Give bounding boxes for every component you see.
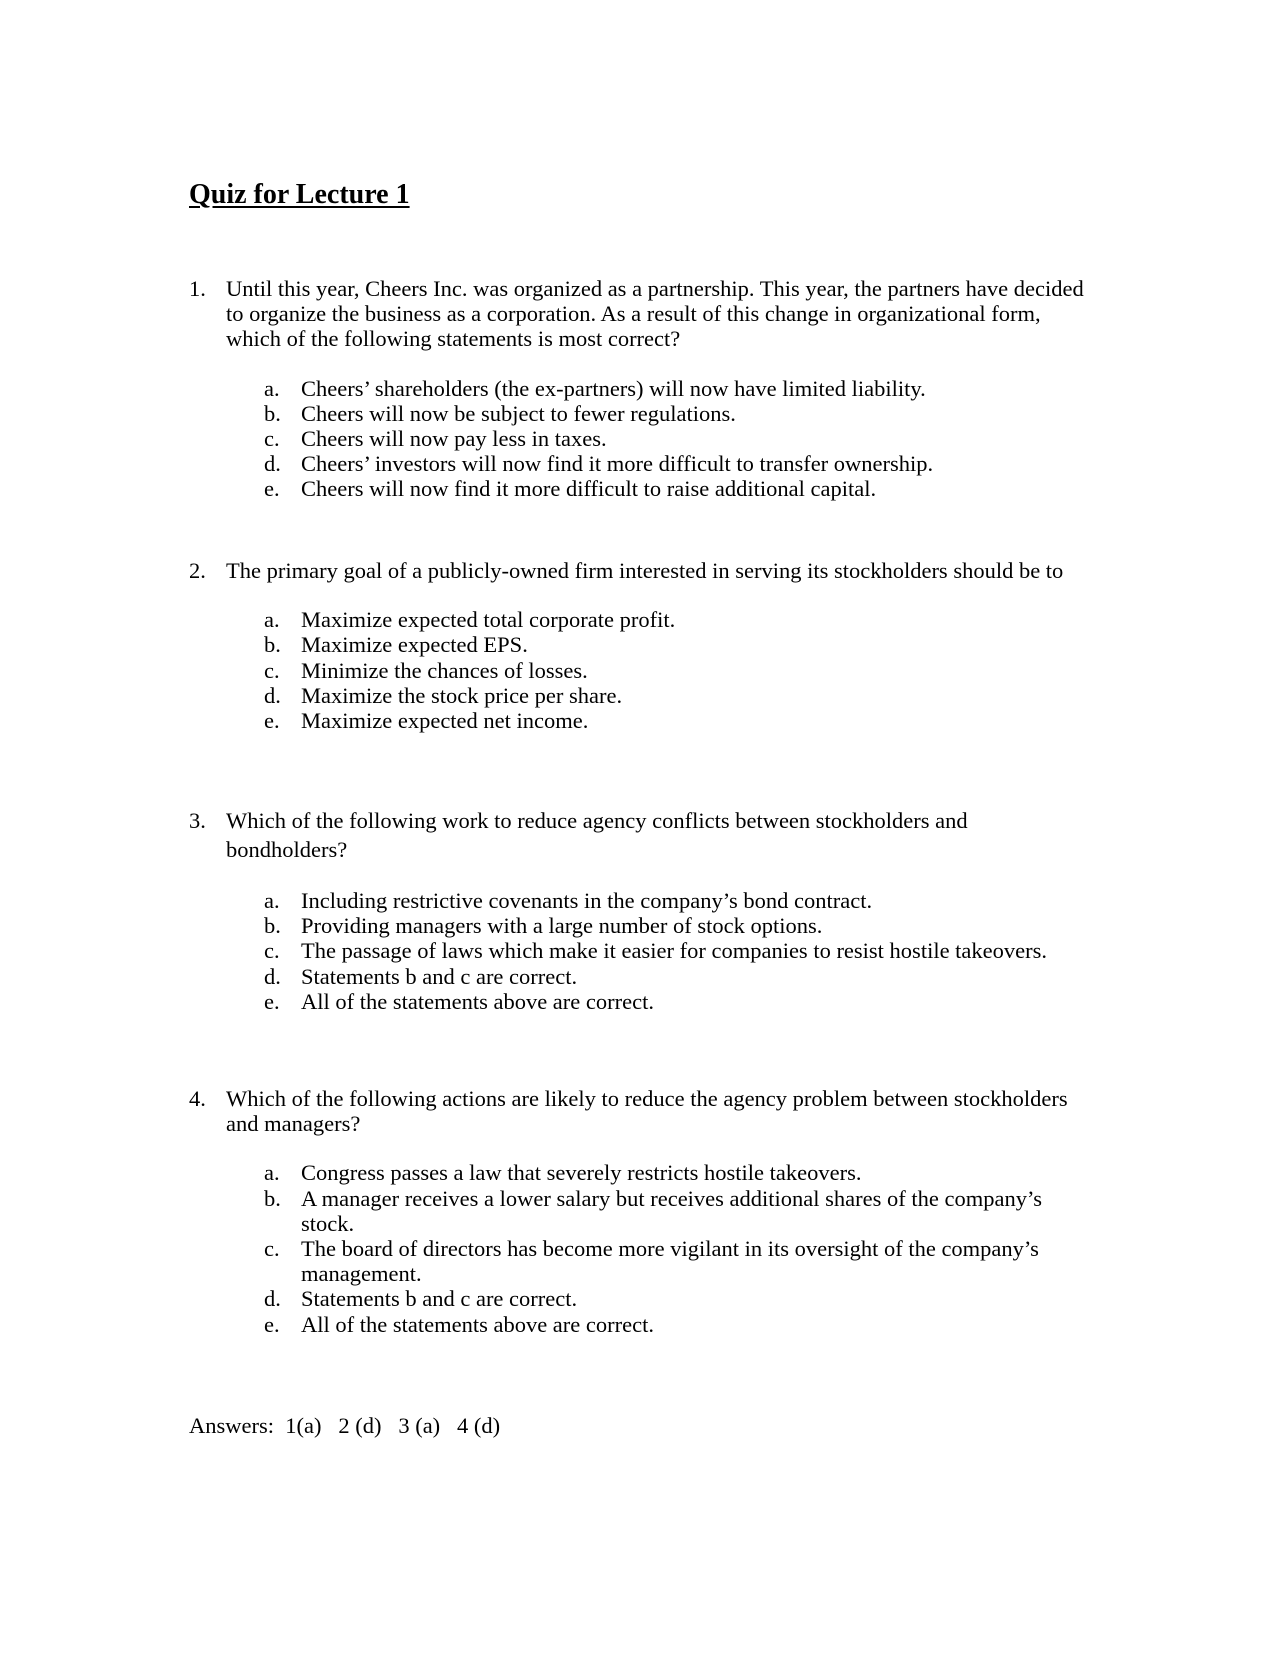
option-e [189, 708, 1089, 733]
option-b [189, 401, 1089, 426]
answer-options [189, 888, 1089, 1014]
question-text: Until this year, Cheers Inc. was organized as a partnership. This year, the partners have decided to organize the business as a corporation. As a result of this change in organizational form, which of the following statements is most correct? [226, 276, 1084, 352]
answer-options [189, 1160, 1089, 1336]
option-a [189, 1160, 1089, 1185]
option-letter: a. [264, 1160, 280, 1186]
question-4 [189, 1086, 1089, 1337]
option-e [189, 989, 1089, 1014]
option-letter: e. [264, 988, 280, 1014]
question-number: 4. [189, 1086, 206, 1111]
option-text: Cheers’ investors will now find it more difficult to transfer ownership. [301, 451, 934, 477]
option-text: All of the statements above are correct. [301, 1311, 654, 1337]
option-letter: d. [264, 682, 281, 708]
option-text: The board of directors has become more vigilant in its oversight of the company’s management. [301, 1236, 1039, 1287]
option-letter: d. [264, 451, 281, 477]
option-a [189, 888, 1089, 913]
option-text: Including restrictive covenants in the company’s bond contract. [301, 888, 873, 913]
option-text: Maximize expected EPS. [301, 632, 528, 658]
option-letter: d. [264, 963, 281, 989]
option-text: Congress passes a law that severely restricts hostile takeovers. [301, 1160, 862, 1186]
option-letter: a. [264, 375, 280, 401]
answer-options [189, 607, 1089, 733]
option-d [189, 964, 1089, 989]
option-letter: b. [264, 1185, 281, 1211]
option-letter: b. [264, 400, 281, 426]
question-text: The primary goal of a publicly-owned firm interested in serving its stockholders should be to [226, 558, 1064, 583]
option-c [189, 658, 1089, 683]
option-e [189, 1312, 1089, 1337]
question-text: Which of the following work to reduce agency conflicts between stockholders and bondholders? [226, 808, 968, 862]
option-letter: b. [264, 632, 281, 658]
option-text: Statements b and c are correct. [301, 963, 578, 989]
option-text: All of the statements above are correct. [301, 988, 654, 1014]
option-letter: e. [264, 476, 280, 502]
answer-options [189, 376, 1089, 502]
option-letter: c. [264, 426, 280, 452]
option-a [189, 607, 1089, 632]
option-text: Cheers will now find it more difficult to raise additional capital. [301, 476, 877, 502]
question-1 [189, 276, 1089, 502]
option-letter: c. [264, 1236, 280, 1262]
option-text: Cheers will now pay less in taxes. [301, 426, 607, 452]
question-number: 2. [189, 558, 206, 583]
option-c [189, 938, 1089, 963]
question-3 [189, 806, 1089, 1014]
option-d [189, 451, 1089, 476]
option-text: A manager receives a lower salary but receives additional shares of the company’s stock. [301, 1185, 1042, 1236]
question-stem [189, 1086, 1089, 1136]
option-letter: e. [264, 1311, 280, 1337]
question-text: Which of the following actions are likely to reduce the agency problem between stockholders and managers? [226, 1086, 1068, 1137]
option-letter: a. [264, 607, 280, 633]
option-text: Cheers’ shareholders (the ex-partners) will now have limited liability. [301, 375, 926, 401]
option-e [189, 476, 1089, 501]
option-letter: e. [264, 708, 280, 734]
option-letter: d. [264, 1286, 281, 1312]
option-c [189, 1236, 1089, 1286]
option-text: Maximize expected net income. [301, 708, 589, 734]
option-b [189, 1186, 1089, 1236]
option-text: The passage of laws which make it easier for companies to resist hostile takeovers. [301, 938, 1048, 964]
option-c [189, 426, 1089, 451]
option-letter: a. [264, 888, 280, 913]
option-text: Minimize the chances of losses. [301, 657, 588, 683]
option-text: Cheers will now be subject to fewer regulations. [301, 400, 736, 426]
question-number: 1. [189, 276, 206, 301]
question-stem [189, 558, 1089, 583]
option-letter: c. [264, 938, 280, 964]
question-2 [189, 558, 1089, 733]
question-number: 3. [189, 808, 206, 833]
option-text: Maximize expected total corporate profit. [301, 607, 676, 633]
question-stem [189, 276, 1089, 352]
option-letter: b. [264, 913, 281, 939]
option-b [189, 913, 1089, 938]
option-letter: c. [264, 657, 280, 683]
option-a [189, 376, 1089, 401]
option-text: Statements b and c are correct. [301, 1286, 578, 1312]
option-d [189, 683, 1089, 708]
page-title: Quiz for Lecture 1 [189, 179, 410, 210]
option-b [189, 632, 1089, 657]
option-text: Providing managers with a large number of stock options. [301, 913, 823, 939]
question-stem [189, 806, 1089, 864]
option-text: Maximize the stock price per share. [301, 682, 623, 708]
answer-key: Answers: 1(a) 2 (d) 3 (a) 4 (d) [189, 1413, 501, 1438]
option-d [189, 1286, 1089, 1311]
